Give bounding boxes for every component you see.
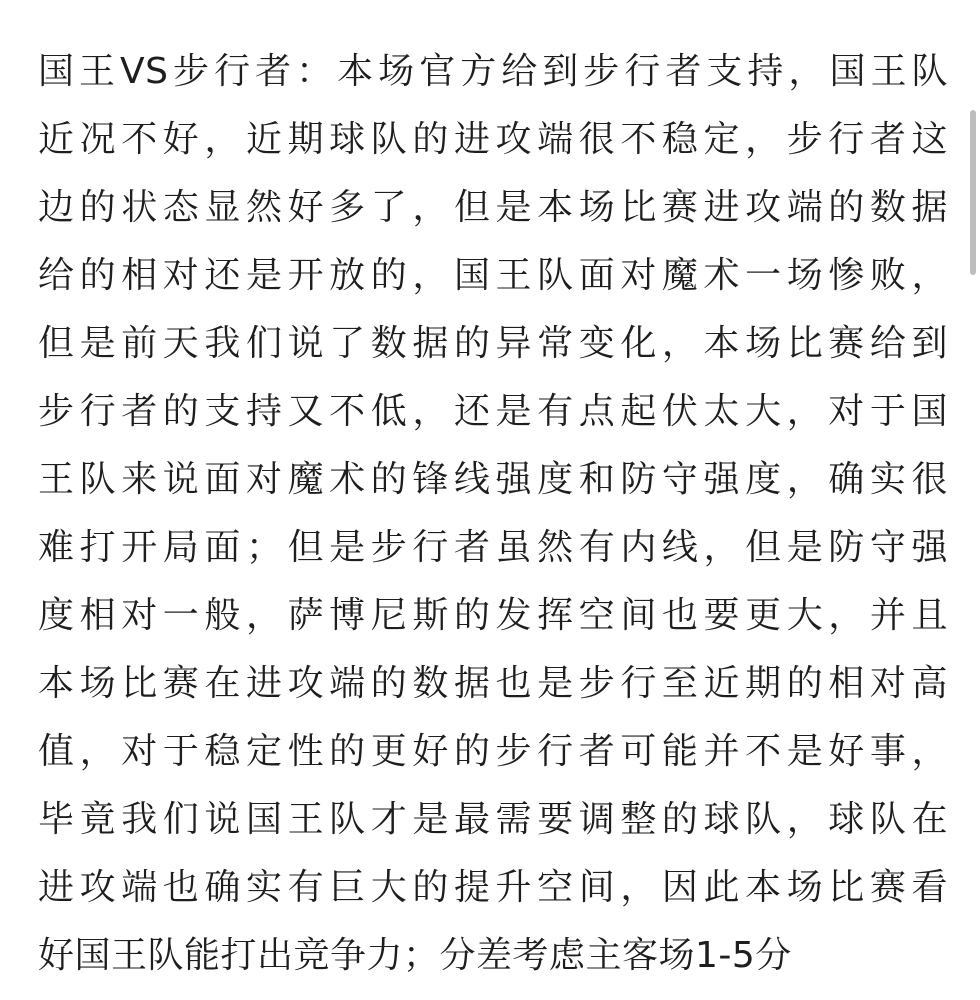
article-line: 值，对于稳定性的更好的步行者可能并不是好事， — [38, 731, 948, 772]
article-line: 边的状态显然好多了，但是本场比赛进攻端的数据 — [38, 187, 948, 228]
article-line: 王队来说面对魔术的锋线强度和防守强度，确实很 — [38, 459, 948, 500]
vertical-scrollbar[interactable] — [970, 110, 976, 275]
article-line: 难打开局面；但是步行者虽然有内线，但是防守强 — [38, 527, 948, 568]
article-line: 步行者的支持又不低，还是有点起伏太大，对于国 — [38, 391, 948, 432]
article-line: 但是前天我们说了数据的异常变化，本场比赛给到 — [38, 323, 948, 364]
article-line: 好国王队能打出竞争力；分差考虑主客场1-5分 — [38, 935, 792, 976]
article-line: 给的相对还是开放的，国王队面对魔术一场惨败， — [38, 255, 948, 296]
article-line: 度相对一般，萨博尼斯的发挥空间也要更大，并且 — [38, 595, 948, 636]
article-line: 进攻端也确实有巨大的提升空间，因此本场比赛看 — [38, 867, 948, 908]
article-line: 近况不好，近期球队的进攻端很不稳定，步行者这 — [38, 119, 948, 160]
article-line: 本场比赛在进攻端的数据也是步行至近期的相对高 — [38, 663, 948, 704]
article-line: 毕竟我们说国王队才是最需要调整的球队，球队在 — [38, 799, 948, 840]
article-line: 国王VS步行者：本场官方给到步行者支持，国王队 — [38, 51, 948, 92]
